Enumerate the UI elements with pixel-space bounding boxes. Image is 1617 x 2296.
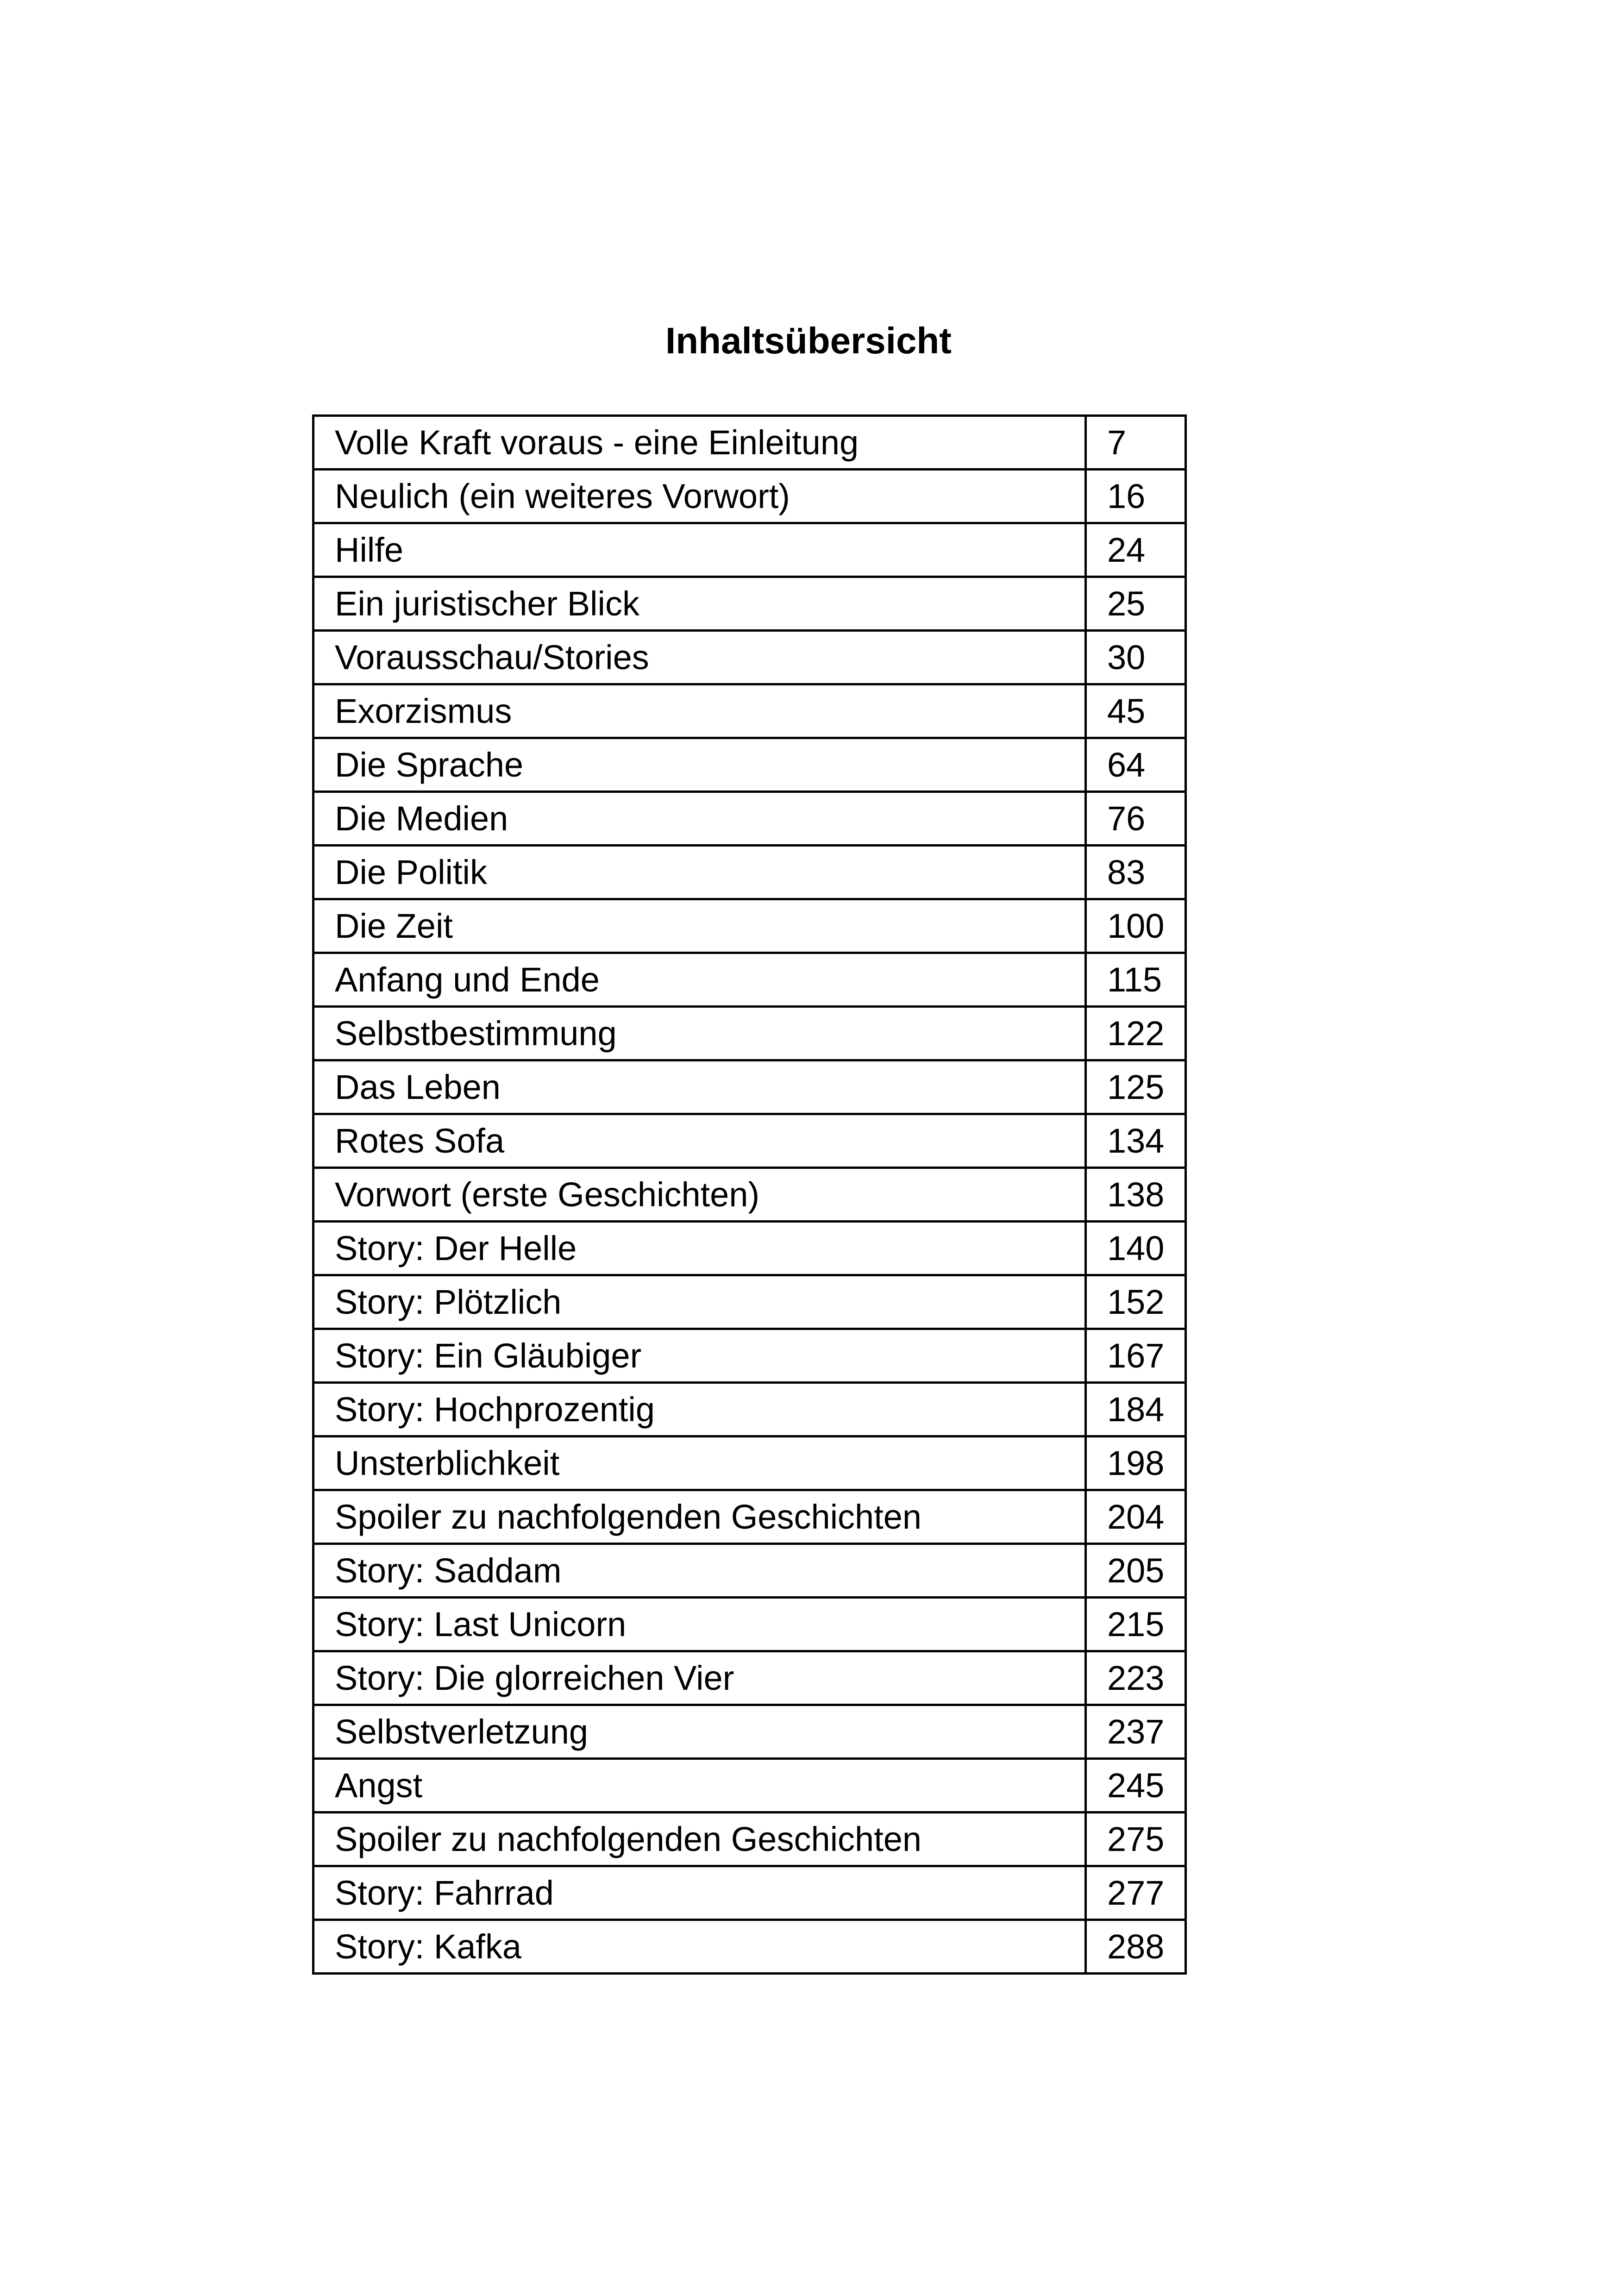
toc-entry-title: Story: Fahrrad bbox=[313, 1866, 1086, 1920]
table-row bbox=[313, 953, 1186, 1007]
toc-entry-page: 25 bbox=[1086, 577, 1186, 631]
toc-entry-title: Story: Hochprozentig bbox=[313, 1383, 1086, 1437]
toc-body bbox=[313, 416, 1186, 1974]
toc-entry-page: 140 bbox=[1086, 1222, 1186, 1275]
toc-entry-page: 288 bbox=[1086, 1920, 1186, 1974]
toc-entry-page: 7 bbox=[1086, 416, 1186, 470]
toc-entry-page: 237 bbox=[1086, 1705, 1186, 1759]
toc-entry-title: Vorwort (erste Geschichten) bbox=[313, 1168, 1086, 1222]
toc-entry-title: Die Sprache bbox=[313, 738, 1086, 792]
table-row bbox=[313, 416, 1186, 470]
table-row bbox=[313, 1222, 1186, 1275]
toc-entry-title: Unsterblichkeit bbox=[313, 1437, 1086, 1490]
toc-entry-title: Die Zeit bbox=[313, 899, 1086, 953]
toc-entry-page: 125 bbox=[1086, 1060, 1186, 1114]
toc-entry-title: Vorausschau/Stories bbox=[313, 631, 1086, 684]
table-row bbox=[313, 1168, 1186, 1222]
toc-entry-page: 83 bbox=[1086, 846, 1186, 899]
table-row bbox=[313, 684, 1186, 738]
toc-entry-title: Angst bbox=[313, 1759, 1086, 1813]
toc-entry-title: Story: Saddam bbox=[313, 1544, 1086, 1598]
table-row bbox=[313, 846, 1186, 899]
table-row bbox=[313, 1759, 1186, 1813]
toc-entry-page: 184 bbox=[1086, 1383, 1186, 1437]
table-row bbox=[313, 792, 1186, 846]
table-row bbox=[313, 1275, 1186, 1329]
table-row bbox=[313, 523, 1186, 577]
table-of-contents bbox=[312, 414, 1187, 1975]
toc-entry-page: 122 bbox=[1086, 1007, 1186, 1060]
toc-entry-title: Rotes Sofa bbox=[313, 1114, 1086, 1168]
toc-entry-title: Anfang und Ende bbox=[313, 953, 1086, 1007]
table-row bbox=[313, 899, 1186, 953]
table-row bbox=[313, 1490, 1186, 1544]
toc-entry-title: Hilfe bbox=[313, 523, 1086, 577]
table-row bbox=[313, 577, 1186, 631]
table-row bbox=[313, 1866, 1186, 1920]
toc-entry-page: 64 bbox=[1086, 738, 1186, 792]
toc-entry-title: Ein juristischer Blick bbox=[313, 577, 1086, 631]
toc-entry-title: Story: Der Helle bbox=[313, 1222, 1086, 1275]
table-row bbox=[313, 1920, 1186, 1974]
table-row bbox=[313, 738, 1186, 792]
toc-entry-page: 223 bbox=[1086, 1651, 1186, 1705]
toc-entry-page: 134 bbox=[1086, 1114, 1186, 1168]
toc-entry-title: Selbstbestimmung bbox=[313, 1007, 1086, 1060]
toc-entry-title: Spoiler zu nachfolgenden Geschichten bbox=[313, 1490, 1086, 1544]
table-row bbox=[313, 1598, 1186, 1651]
toc-entry-page: 152 bbox=[1086, 1275, 1186, 1329]
toc-entry-title: Die Politik bbox=[313, 846, 1086, 899]
table-row bbox=[313, 1007, 1186, 1060]
page-title: Inhaltsübersicht bbox=[665, 320, 952, 361]
toc-entry-title: Story: Ein Gläubiger bbox=[313, 1329, 1086, 1383]
toc-entry-page: 198 bbox=[1086, 1437, 1186, 1490]
table-row bbox=[313, 1383, 1186, 1437]
toc-entry-page: 205 bbox=[1086, 1544, 1186, 1598]
table-row bbox=[313, 470, 1186, 523]
toc-entry-page: 24 bbox=[1086, 523, 1186, 577]
toc-entry-page: 275 bbox=[1086, 1813, 1186, 1866]
table-row bbox=[313, 1329, 1186, 1383]
table-row bbox=[313, 1060, 1186, 1114]
toc-entry-title: Exorzismus bbox=[313, 684, 1086, 738]
toc-entry-title: Neulich (ein weiteres Vorwort) bbox=[313, 470, 1086, 523]
table-row bbox=[313, 1705, 1186, 1759]
toc-entry-title: Die Medien bbox=[313, 792, 1086, 846]
toc-entry-title: Story: Kafka bbox=[313, 1920, 1086, 1974]
table-row bbox=[313, 1813, 1186, 1866]
toc-entry-page: 215 bbox=[1086, 1598, 1186, 1651]
toc-entry-title: Selbstverletzung bbox=[313, 1705, 1086, 1759]
toc-entry-page: 45 bbox=[1086, 684, 1186, 738]
toc-entry-page: 277 bbox=[1086, 1866, 1186, 1920]
toc-entry-title: Spoiler zu nachfolgenden Geschichten bbox=[313, 1813, 1086, 1866]
toc-entry-page: 100 bbox=[1086, 899, 1186, 953]
toc-entry-page: 16 bbox=[1086, 470, 1186, 523]
toc-entry-page: 76 bbox=[1086, 792, 1186, 846]
toc-entry-page: 167 bbox=[1086, 1329, 1186, 1383]
toc-entry-page: 138 bbox=[1086, 1168, 1186, 1222]
table-row bbox=[313, 1437, 1186, 1490]
table-row bbox=[313, 1544, 1186, 1598]
table-row bbox=[313, 631, 1186, 684]
table-row bbox=[313, 1651, 1186, 1705]
toc-entry-title: Story: Plötzlich bbox=[313, 1275, 1086, 1329]
toc-entry-title: Story: Die glorreichen Vier bbox=[313, 1651, 1086, 1705]
toc-entry-title: Story: Last Unicorn bbox=[313, 1598, 1086, 1651]
toc-entry-page: 204 bbox=[1086, 1490, 1186, 1544]
toc-entry-page: 30 bbox=[1086, 631, 1186, 684]
toc-entry-title: Das Leben bbox=[313, 1060, 1086, 1114]
table-row bbox=[313, 1114, 1186, 1168]
toc-entry-page: 115 bbox=[1086, 953, 1186, 1007]
toc-entry-title: Volle Kraft voraus - eine Einleitung bbox=[313, 416, 1086, 470]
toc-entry-page: 245 bbox=[1086, 1759, 1186, 1813]
